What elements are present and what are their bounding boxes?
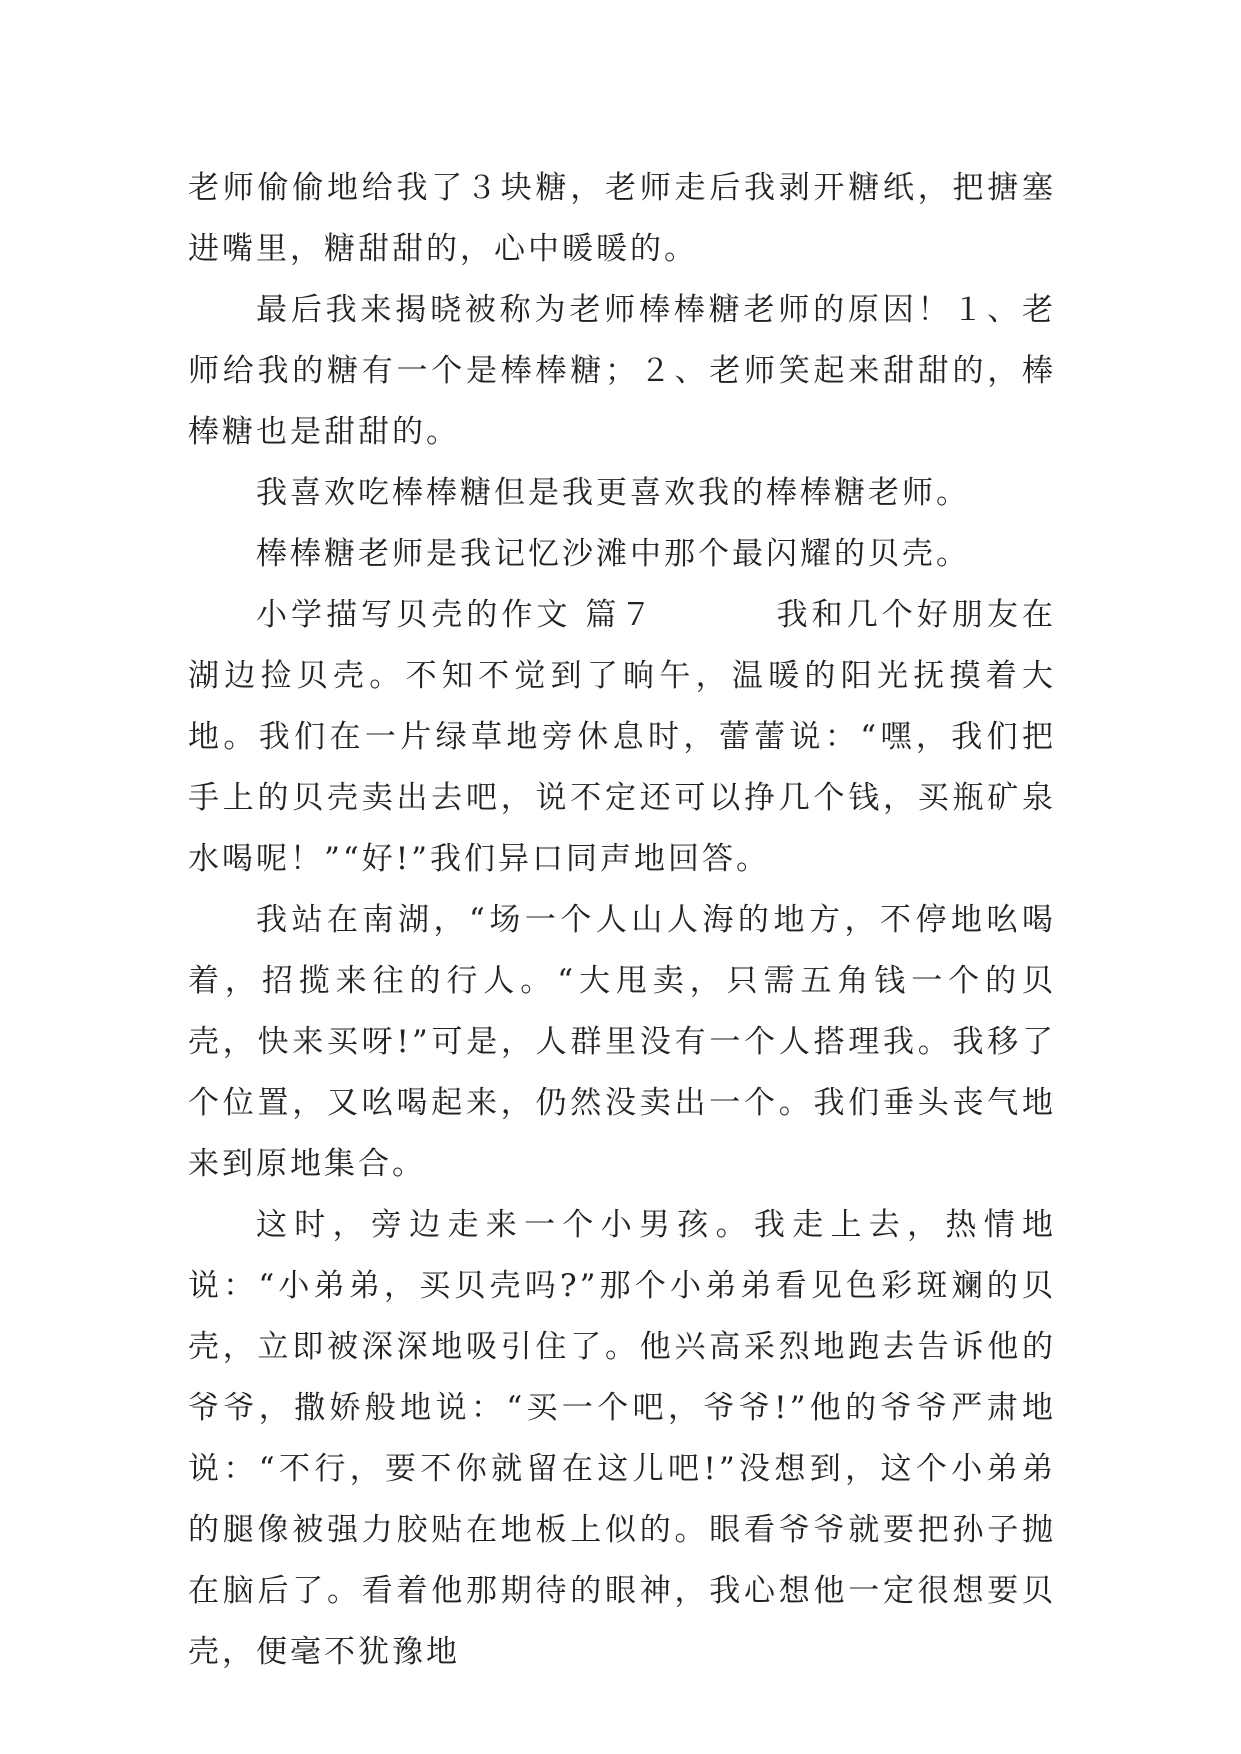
essay-heading: 小学描写贝壳的作文 篇７ bbox=[256, 597, 656, 633]
paragraph: 棒棒糖老师是我记忆沙滩中那个最闪耀的贝壳。 bbox=[256, 536, 970, 572]
paragraph: 最后我来揭晓被称为老师棒棒糖老师的原因！１、老师给我的糖有一个是棒棒糖；２、老师笑起来甜甜的，棒棒糖也是甜甜的。 bbox=[188, 292, 1056, 450]
paragraph: 我站在南湖，“场一个人山人海的地方，不停地吆喝着，招揽来往的行人。“大甩卖，只需五角钱一个的贝壳，快来买呀!”可是，人群里没有一个人搭理我。我移了个位置，又吆喝起来，仍然没卖出一个。我们垂头丧气地来到原地集合。 bbox=[188, 902, 1056, 1182]
paragraph: 老师偷偷地给我了３块糖，老师走后我剥开糖纸，把搪塞进嘴里，糖甜甜的，心中暖暖的。 bbox=[188, 170, 1056, 267]
paragraph: 这时，旁边走来一个小男孩。我走上去，热情地说：“小弟弟，买贝壳吗?”那个小弟弟看见色彩斑斓的贝壳，立即被深深地吸引住了。他兴高采烈地跑去告诉他的爷爷，撒娇般地说：“买一个吧，爷爷!”他的爷爷严肃地说：“不行，要不你就留在这儿吧!”没想到，这个小弟弟的腿像被强力胶贴在地板上似的。眼看爷爷就要把孙子抛在脑后了。看着他那期待的眼神，我心想他一定很想要贝壳，便毫不犹豫地 bbox=[188, 1207, 1056, 1670]
essay-first-paragraph: 我和几个好朋友在湖边捡贝壳。不知不觉到了晌午，温暖的阳光抚摸着大地。我们在一片绿草地旁休息时，蕾蕾说：“嘿，我们把手上的贝壳卖出去吧，说不定还可以挣几个钱，买瓶矿泉水喝呢！”“好!”我们异口同声地回答。 bbox=[188, 597, 1057, 877]
essay-heading-paragraph bbox=[188, 585, 1056, 890]
document-body bbox=[188, 158, 1056, 1683]
paragraph: 我喜欢吃棒棒糖但是我更喜欢我的棒棒糖老师。 bbox=[256, 475, 970, 511]
